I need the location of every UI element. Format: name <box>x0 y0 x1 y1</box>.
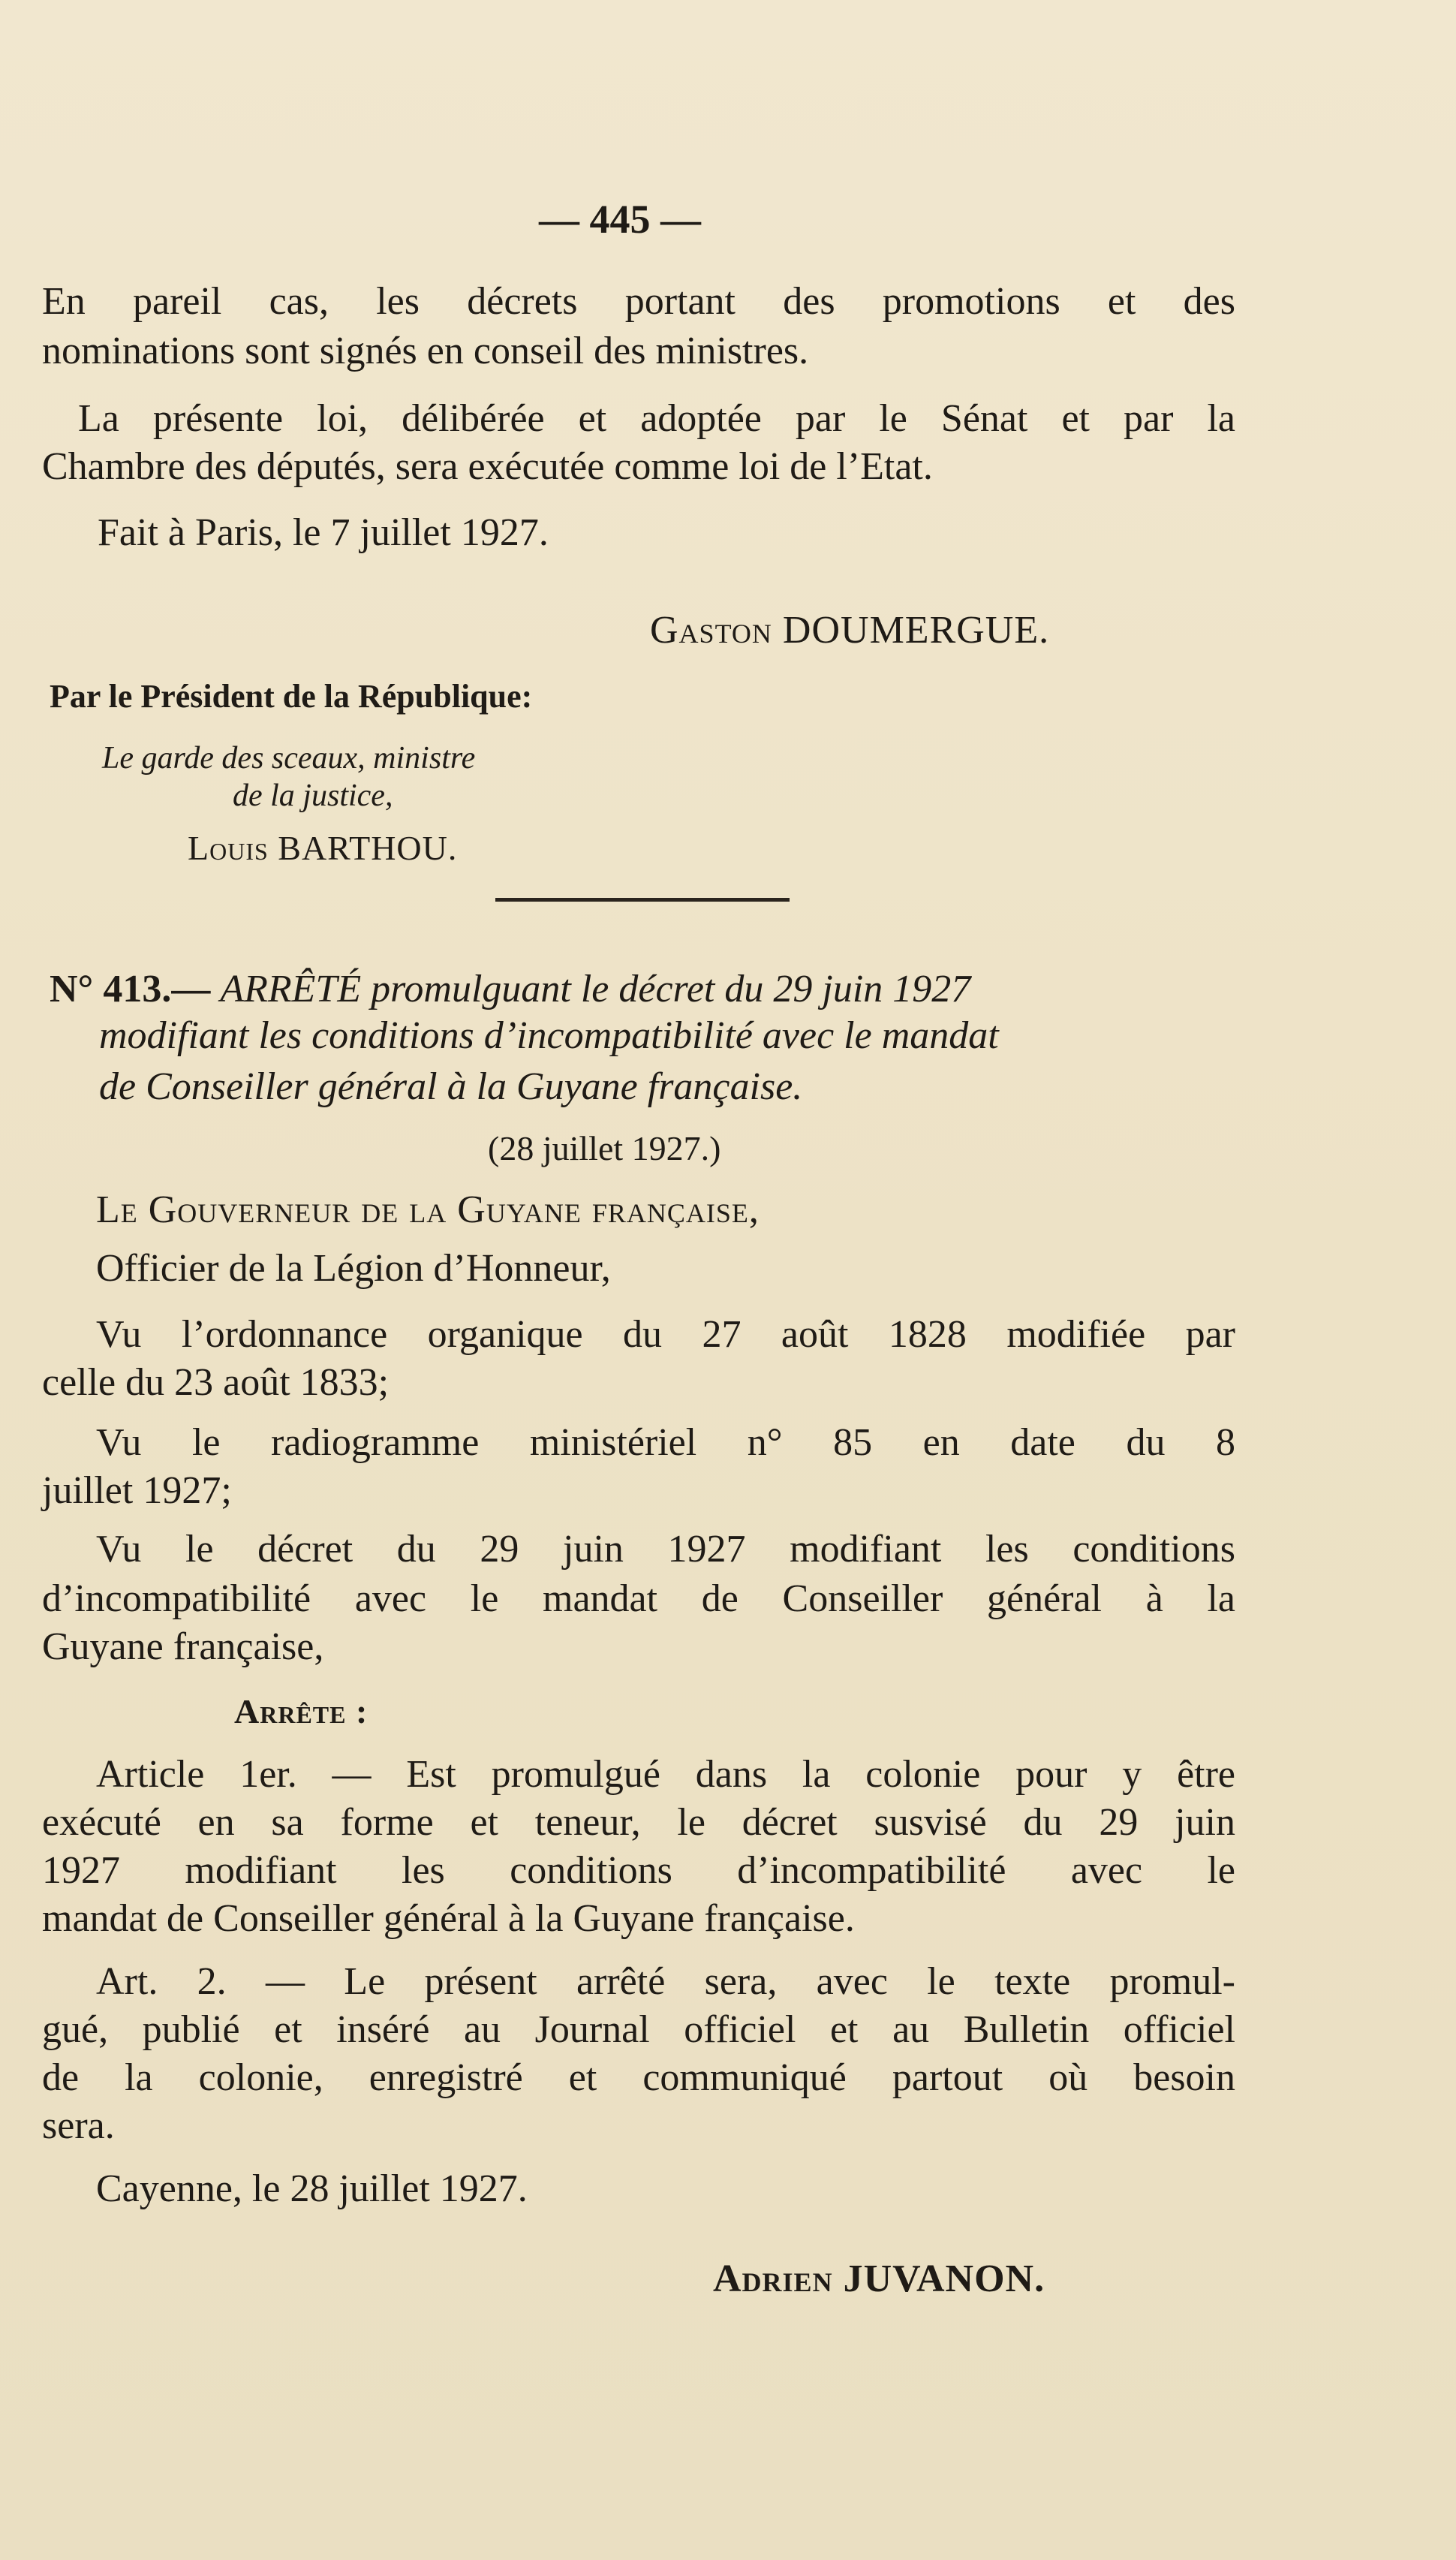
arrete-title-line-1 <box>50 967 1250 1012</box>
place-and-date: Cayenne, le 28 juillet 1927. <box>96 2167 528 2210</box>
vu-3-line-2: d’incompatibilité avec le mandat de Conseiller général à la <box>42 1577 1235 1620</box>
arrete-title-line-3: de Conseiller général à la Guyane française. <box>99 1065 803 1108</box>
law-paragraph-1-line-1: En pareil cas, les décrets portant des promotions et des <box>42 280 1235 323</box>
article-2-line-3: de la colonie, enregistré et communiqué partout où besoin <box>42 2056 1235 2099</box>
article-1-line-3: 1927 modifiant les conditions d’incompatibilité avec le <box>42 1849 1235 1892</box>
law-paragraph-2-line-1: La présente loi, délibérée et adoptée par le Sénat et par la <box>78 397 1235 440</box>
article-2-line-4: sera. <box>42 2104 115 2147</box>
keeper-title-line-1: Le garde des sceaux, ministre <box>102 741 476 776</box>
arrete-title-text-1: ARRÊTÉ promulguant le décret du 29 juin 1927 <box>220 968 971 1010</box>
arrete-title-line-2: modifiant les conditions d’incompatibilité avec le mandat <box>99 1014 999 1057</box>
article-1-line-4: mandat de Conseiller général à la Guyane française. <box>42 1897 855 1940</box>
article-2-line-2: gué, publié et inséré au Journal officiel et au Bulletin officiel <box>42 2008 1235 2051</box>
page-number: — 445 — <box>539 197 701 242</box>
article-1-line-1: Article 1er. — Est promulgué dans la colonie pour y être <box>96 1753 1235 1796</box>
vu-1-line-2: celle du 23 août 1833; <box>42 1361 390 1404</box>
governor-signature: Adrien JUVANON. <box>713 2257 1045 2300</box>
governor-line: Le Gouverneur de la Guyane française, <box>96 1188 760 1231</box>
law-done-at: Fait à Paris, le 7 juillet 1927. <box>98 511 549 554</box>
law-paragraph-1-line-2: nominations sont signés en conseil des ministres. <box>42 330 809 372</box>
section-divider-rule <box>495 898 790 902</box>
keeper-name: Louis BARTHOU. <box>188 829 458 867</box>
vu-3-line-1: Vu le décret du 29 juin 1927 modifiant les conditions <box>96 1528 1235 1571</box>
by-president-line: Par le Président de la République: <box>50 678 533 715</box>
arrete-number: N° 413.— <box>50 968 211 1010</box>
arrete-date: (28 juillet 1927.) <box>488 1129 721 1167</box>
keeper-title-line-2: de la justice, <box>233 779 393 813</box>
vu-1-line-1: Vu l’ordonnance organique du 27 août 1828 modifiée par <box>96 1313 1235 1356</box>
vu-3-line-3: Guyane française, <box>42 1625 324 1668</box>
law-signatory: Gaston DOUMERGUE. <box>650 609 1050 652</box>
article-1-line-2: exécuté en sa forme et teneur, le décret susvisé du 29 juin <box>42 1801 1235 1844</box>
vu-2-line-1: Vu le radiogramme ministériel n° 85 en date du 8 <box>96 1421 1235 1464</box>
honor-line: Officier de la Légion d’Honneur, <box>96 1247 611 1290</box>
law-paragraph-2-line-2: Chambre des députés, sera exécutée comme loi de l’Etat. <box>42 445 933 488</box>
vu-2-line-2: juillet 1927; <box>42 1469 232 1512</box>
article-2-line-1: Art. 2. — Le présent arrêté sera, avec le texte promul- <box>96 1960 1235 2003</box>
arrete-heading: Arrête : <box>234 1692 369 1730</box>
